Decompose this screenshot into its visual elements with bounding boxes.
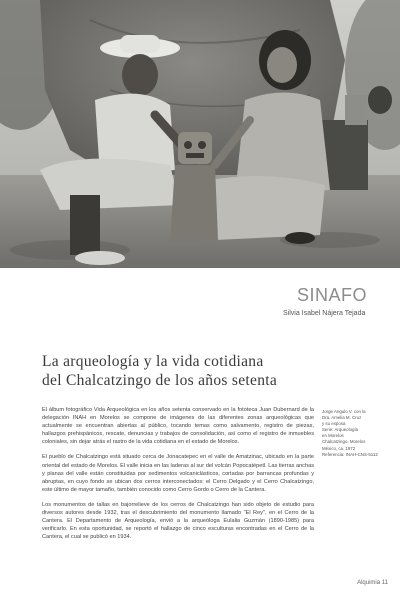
credit-line: en Morelos	[322, 433, 344, 439]
photo-illustration	[0, 0, 400, 268]
body-paragraph-3: Los monumentos de tallas en bajorrelieve de los cerros de Chalcatzingo han sido objeto de estudio para diversos autores desde 1932, tras el descubrimiento del monumento llamado "El Rey", en el Cerro de la Cantera. El Departamento de Arqueología, envió a la arqueóloga Eulalia Guzmán (1890-1985) para verificarlo. En esta oportunidad, se reportó el hallazgo de cinco esculturas encontradas en el Cerro de la Cantera, el cual se publicó en 1934.	[42, 501, 314, 541]
title-line-2: del Chalcatzingo de los años setenta	[42, 372, 278, 389]
article-title	[42, 352, 342, 390]
credit-line: y su esposa	[322, 421, 346, 427]
archival-photograph	[0, 0, 400, 268]
credit-line: Dra. Amelia M. Cruz	[322, 415, 362, 421]
body-paragraph-2: El pueblo de Chalcatzingo está situado cerca de Jonacatepec en el valle de Amatzinac, ubicado en la parte oriental del estado de Morelos. El valle inicia en las laderas al sur del volcán Popocatépetl. Las tierras anchas y planas del valle están constituidas por sedimentos volcaniclásticos, cortadas por barrancas profundas y abruptas, en cuyo fondo se ubican dos cerros interconectados: el Cerro Delgado y el Cerro Chalcatzingo, este último de mayor tamaño, también conocido como Cerro Gordo o Cerro de la Cantera.	[42, 454, 314, 493]
credit-line: México, ca. 1972	[322, 445, 356, 451]
brand-logo: SINAFO	[297, 285, 368, 305]
author-byline: Silvia Isabel Nájera Tejada	[283, 310, 366, 317]
body-paragraph-1: El álbum fotográfico Vida Arqueológica en los años setenta conservado en la fototeca Juan Dubernard de la delegación INAH en Morelos se compone de imágenes de las diferentes zonas arqueológicas que actualmente se encuentran abiertas al público, tocando temas como salvamento, registro de piezas, hallazgos prehispánicos, rescate, denuncias y trabajos de consolidación, así como el registro de inmuebles coloniales, sin dejar atrás el rastro de la vida cotidiana en el estado de Morelos.	[42, 407, 314, 446]
page-footer: Alquimia 11	[357, 580, 388, 586]
photo-credit	[322, 409, 390, 458]
credit-line: Serie: Arqueología	[322, 427, 359, 433]
credit-line: Jorge Angulo V. con la	[322, 409, 366, 414]
title-line-1: La arqueología y la vida cotidiana	[42, 353, 264, 370]
credit-line: Referencia: INAH-CNS-5112	[322, 451, 378, 457]
article-body	[42, 406, 314, 548]
credit-line: Chalcatzingo, Morelos	[322, 439, 366, 445]
